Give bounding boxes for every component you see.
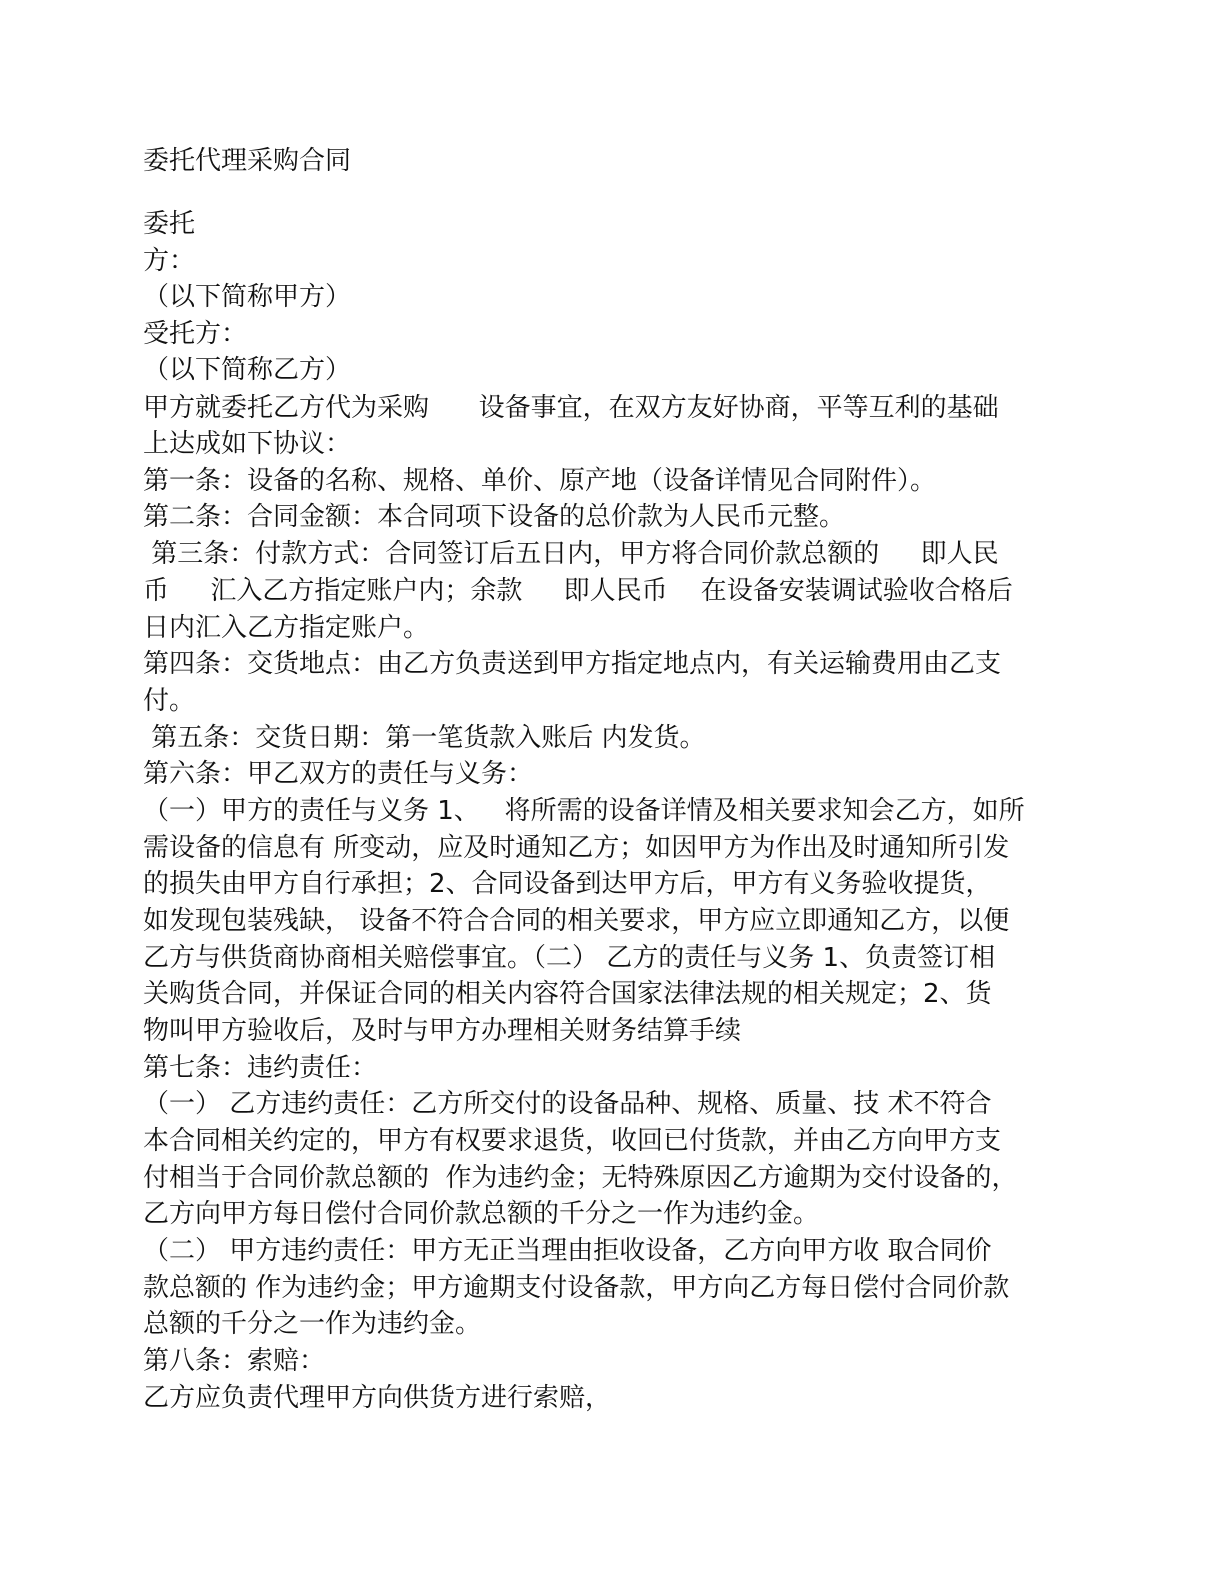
text-line: 如发现包装残缺， 设备不符合合同的相关要求，甲方应立即通知乙方，以便 — [143, 906, 1010, 936]
text-line: 日内汇入乙方指定账户。 — [143, 613, 430, 643]
document-title: 委托代理采购合同 — [143, 146, 352, 176]
text-line: 付相当于合同价款总额的 作为违约金；无特殊原因乙方逾期为交付设备的， — [143, 1163, 1018, 1193]
text-line: （以下简称乙方） — [143, 355, 352, 385]
text-line: 需设备的信息有 所变动，应及时通知乙方；如因甲方为作出及时通知所引发 — [143, 833, 1010, 863]
text-line: 第五条：交货日期：第一笔货款入账后 内发货。 — [143, 723, 706, 753]
text-line: 第四条：交货地点：由乙方负责送到甲方指定地点内，有关运输费用由乙支 — [143, 649, 1002, 679]
text-line: 乙方应负责代理甲方向供货方进行索赔， — [143, 1383, 612, 1413]
text-line: 第三条：付款方式：合同签订后五日内，甲方将合同价款总额的 即人民 — [143, 539, 999, 569]
text-line: 乙方向甲方每日偿付合同价款总额的千分之一作为违约金。 — [143, 1199, 820, 1229]
text-line: 币 汇入乙方指定账户内；余款 即人民币 在设备安装调试验收合格后 — [143, 576, 1013, 606]
text-line: 本合同相关约定的，甲方有权要求退货，收回已付货款，并由乙方向甲方支 — [143, 1126, 1002, 1156]
text-line: 关购货合同，并保证合同的相关内容符合国家法律法规的相关规定；2、货 — [143, 979, 992, 1009]
text-line: （一）甲方的责任与义务 1、 将所需的设备详情及相关要求知会乙方，如所 — [143, 796, 1025, 826]
text-line: （一） 乙方违约责任：乙方所交付的设备品种、规格、质量、技 术不符合 — [143, 1089, 992, 1119]
text-line: 受托方： — [143, 319, 248, 349]
text-line: 上达成如下协议： — [143, 429, 352, 459]
text-line: 第七条：违约责任： — [143, 1053, 378, 1083]
text-line: 第六条：甲乙双方的责任与义务： — [143, 759, 534, 789]
text-line: （以下简称甲方） — [143, 282, 352, 312]
text-line: 甲方就委托乙方代为采购 设备事宜，在双方友好协商，平等互利的基础 — [143, 393, 999, 423]
text-line: 付。 — [143, 686, 196, 716]
text-line: 款总额的 作为违约金；甲方逾期支付设备款，甲方向乙方每日偿付合同价款 — [143, 1273, 1010, 1303]
text-line: 物叫甲方验收后，及时与甲方办理相关财务结算手续 — [143, 1016, 742, 1046]
text-line: 第二条：合同金额：本合同项下设备的总价款为人民币元整。 — [143, 502, 846, 532]
text-line: 第八条：索赔： — [143, 1346, 326, 1376]
text-line: 第一条：设备的名称、规格、单价、原产地（设备详情见合同附件）。 — [143, 466, 937, 496]
text-line: 总额的千分之一作为违约金。 — [143, 1309, 482, 1339]
text-line: （二） 甲方违约责任：甲方无正当理由拒收设备，乙方向甲方收 取合同价 — [143, 1236, 992, 1266]
text-line: 的损失由甲方自行承担；2、合同设备到达甲方后，甲方有义务验收提货， — [143, 869, 992, 899]
text-line: 方： — [143, 246, 196, 276]
text-line: 委托 — [143, 209, 196, 239]
text-line: 乙方与供货商协商相关赔偿事宜。（二） 乙方的责任与义务 1、负责签订相 — [143, 943, 996, 973]
